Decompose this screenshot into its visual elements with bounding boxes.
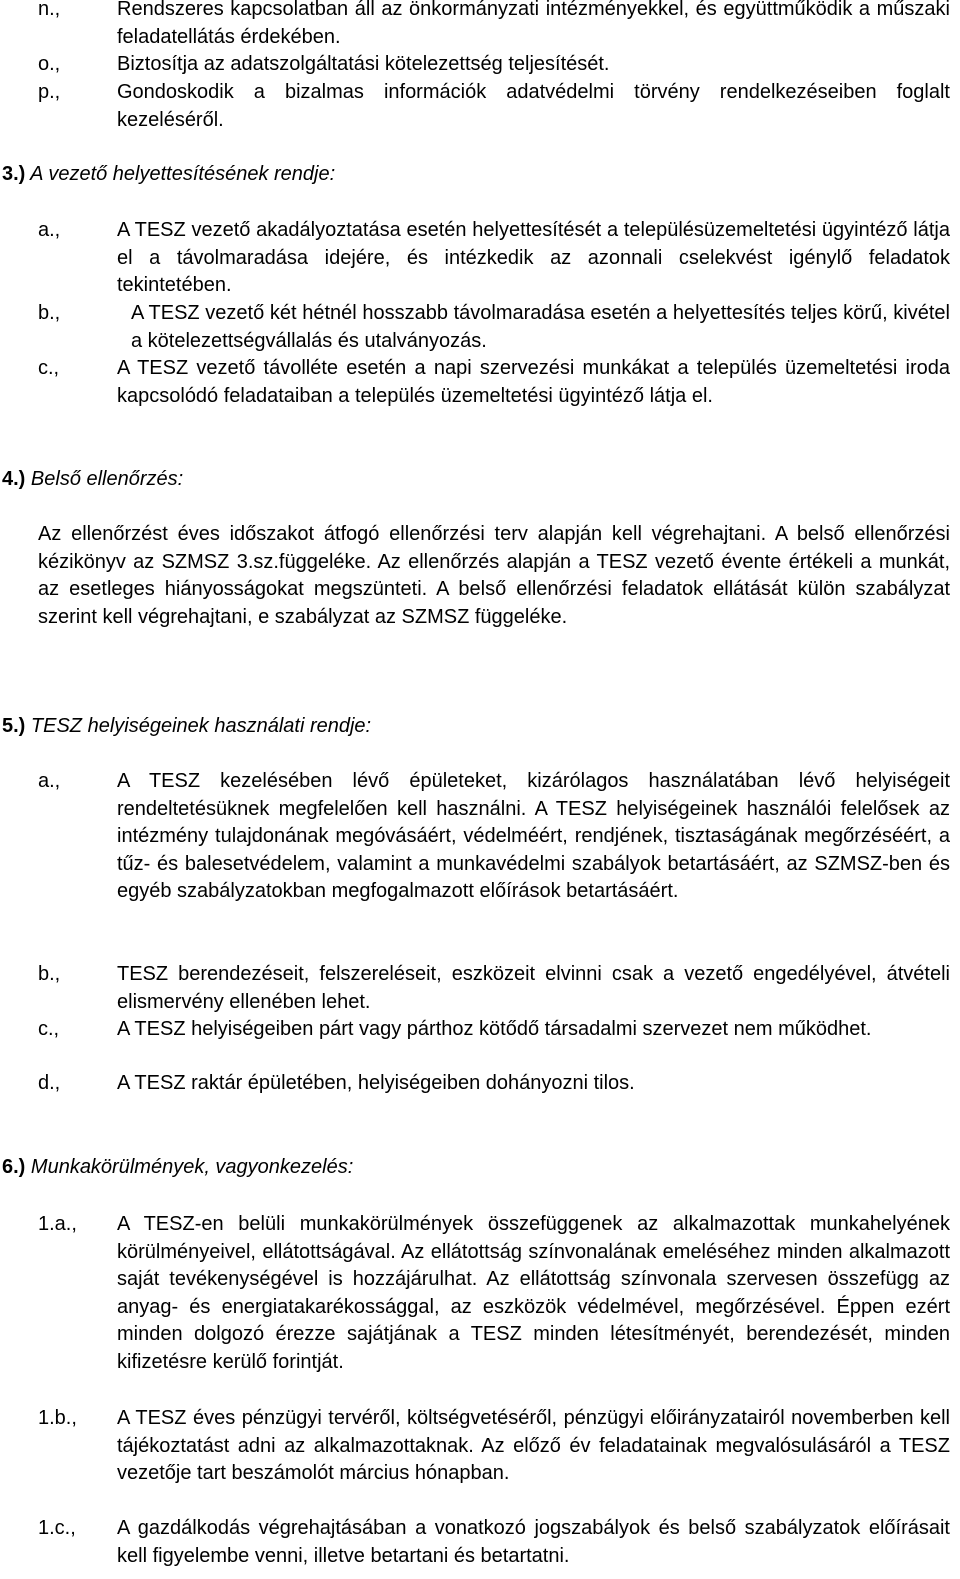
list-item-5a — [38, 768, 950, 906]
item-label: 1.a., — [38, 1213, 77, 1235]
item-label: c., — [38, 1018, 60, 1040]
item-text: A TESZ-en belüli munkakörülmények összefüggenek az alkalmazottak munkahelyének körülményeivel, ellátottságával. Az ellátottság színvonalának emeléséhez minden alkalmazott saját tevékenységével is hozzájárulhat. Az ellátottság színvonala szervesen összefügg az anyag- és energiatakarékossággal, az eszközök védelmével, megőrzésével. Éppen ezért minden dolgozó érezze sajátjának a TESZ minden létesítményét, berendezését, minden kifizetésre kerülő forintját. — [117, 1213, 950, 1373]
item-label: n., — [38, 0, 61, 20]
item-label: a., — [38, 219, 61, 241]
item-label: b., — [38, 302, 61, 324]
item-text: Rendszeres kapcsolatban áll az önkormányzati intézményekkel, és együttműködik a műszaki feladatellátás érdekében. — [117, 0, 950, 48]
item-text: A TESZ vezető akadályoztatása esetén helyettesítését a településüzemeltetési ügyintéző látja el a távolmaradása idejére, és intézkedik az azonnali cselekvést igénylő feladatok tekintetében. — [117, 219, 950, 296]
list-item-6-1b — [38, 1405, 950, 1488]
section-title: Belső ellenőrzés: — [30, 468, 184, 490]
section-3-heading — [2, 161, 335, 189]
list-item-5b — [38, 961, 950, 1016]
section-title: TESZ helyiségeinek használati rendje: — [30, 715, 372, 737]
item-label: a., — [38, 770, 61, 792]
list-item-3c — [38, 355, 950, 410]
item-text: TESZ berendezéseit, felszereléseit, eszközeit elvinni csak a vezető engedélyével, átvételi elismervény ellenében lehet. — [117, 963, 950, 1013]
section-number: 4.) — [2, 468, 26, 490]
section-4-heading — [2, 466, 183, 494]
item-label: p., — [38, 81, 61, 103]
list-item-3a — [38, 217, 950, 300]
item-text: A TESZ vezető távolléte esetén a napi szervezési munkákat a település üzemeltetési iroda kapcsolódó feladataiban a település üzemeltetési ügyintéző látja el. — [117, 357, 950, 407]
section-6-heading — [2, 1154, 353, 1182]
item-label: c., — [38, 357, 60, 379]
item-text: A TESZ éves pénzügyi tervéről, költségvetéséről, pénzügyi előirányzatairól novemberben kell tájékoztatást adni az alkalmazottaknak. Az előző év feladatainak megvalósulásáról a TESZ vezetője tart beszámolót március hónapban. — [117, 1407, 950, 1484]
list-item-6-1a — [38, 1211, 950, 1376]
item-label: 1.c., — [38, 1517, 76, 1539]
item-text: Biztosítja az adatszolgáltatási kötelezettség teljesítését. — [117, 53, 610, 75]
item-text: Gondoskodik a bizalmas információk adatvédelmi törvény rendelkezéseiben foglalt kezeléséről. — [117, 81, 950, 131]
list-item-o — [38, 51, 950, 79]
section-title: A vezető helyettesítésének rendje: — [30, 163, 336, 185]
item-text: A TESZ vezető két hétnél hosszabb távolmaradása esetén a helyettesítés teljes körű, kivétel a kötelezettségvállalás és utalványozás. — [131, 302, 950, 352]
list-item-5c — [38, 1016, 950, 1044]
section-4-paragraph: Az ellenőrzést éves időszakot átfogó ellenőrzési terv alapján kell végrehajtani. A belső ellenőrzési kézikönyv az SZMSZ 3.sz.függeléke. Az ellenőrzés alapján a TESZ vezető évente értékeli a munkát, az esetleges hiányosságokat megszünteti. A belső ellenőrzési feladatok ellátását külön szabályzat szerint kell végrehajtani, e szabályzat az SZMSZ függeléke. — [38, 523, 950, 628]
list-item-n — [38, 0, 950, 51]
item-label: 1.b., — [38, 1407, 77, 1429]
item-label: b., — [38, 963, 61, 985]
item-text: A TESZ raktár épületében, helyiségeiben dohányozni tilos. — [117, 1072, 635, 1094]
item-label: o., — [38, 53, 61, 75]
section-5-heading — [2, 713, 371, 741]
section-number: 3.) — [2, 163, 26, 185]
list-item-3b — [38, 300, 950, 355]
item-text: A gazdálkodás végrehajtásában a vonatkozó jogszabályok és belső szabályzatok előírásait kell figyelembe venni, illetve betartani és betartatni. — [117, 1517, 950, 1567]
section-number: 6.) — [2, 1156, 26, 1178]
list-item-6-1c — [38, 1515, 950, 1570]
section-title: Munkakörülmények, vagyonkezelés: — [30, 1156, 354, 1178]
item-label: d., — [38, 1072, 61, 1094]
list-item-5d — [38, 1070, 950, 1098]
item-text: A TESZ helyiségeiben párt vagy párthoz kötődő társadalmi szervezet nem működhet. — [117, 1018, 872, 1040]
item-text: A TESZ kezelésében lévő épületeket, kizárólagos használatában lévő helyiségeit rendeltetésüknek megfelelően kell használni. A TESZ helyiségeinek használói felelősek az intézmény tulajdonának megóvásáért, védelméért, rendjének, tisztaságának megőrzéséért, a tűz- és balesetvédelem, valamint a munkavédelmi szabályok betartásáért, az SZMSZ-ben és egyéb szabályzatokban megfogalmazott előírások betartásáért. — [117, 770, 950, 902]
list-item-p — [38, 79, 950, 134]
section-number: 5.) — [2, 715, 26, 737]
